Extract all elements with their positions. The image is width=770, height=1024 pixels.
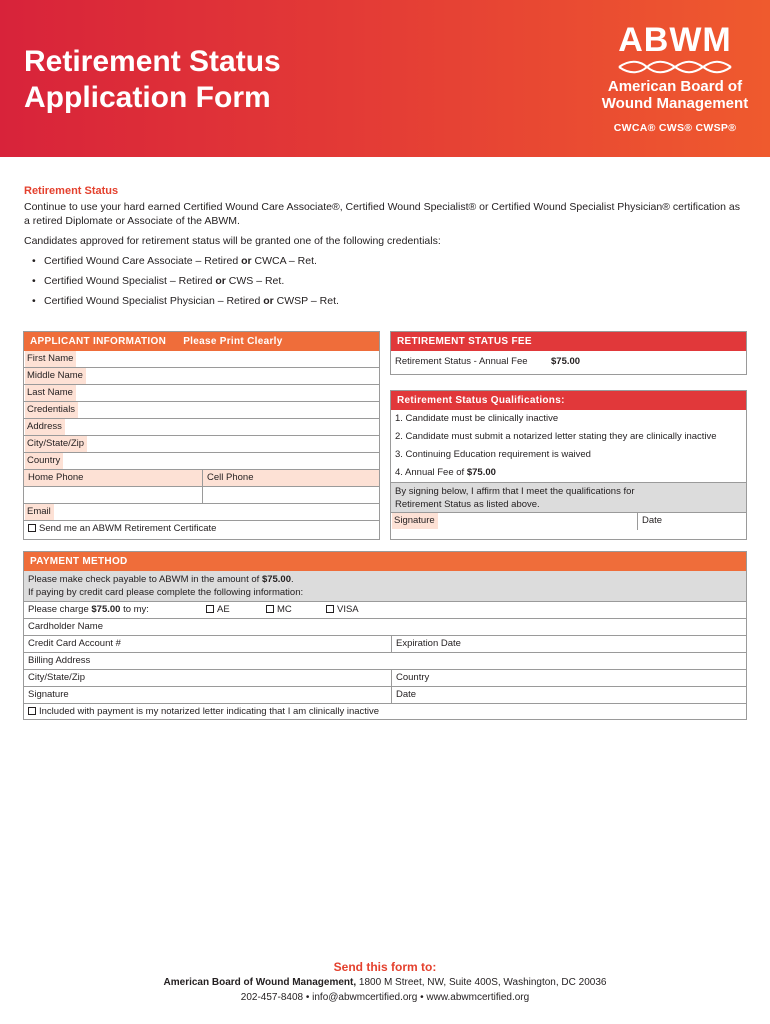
applicant-header-note: Please Print Clearly xyxy=(183,336,283,347)
affirmation-line-2: Retirement Status as listed above. xyxy=(395,498,540,510)
page-footer xyxy=(0,960,770,1005)
bullet-text: Certified Wound Specialist – Retired xyxy=(44,275,216,287)
cardholder-name-label: Cardholder Name xyxy=(28,621,103,632)
card-option-visa[interactable] xyxy=(326,602,359,618)
abwm-logo xyxy=(600,20,750,140)
signature-label: Signature xyxy=(392,513,438,529)
cell-phone-label: Cell Phone xyxy=(202,470,253,486)
charge-text-end: to my: xyxy=(120,604,149,615)
billing-country-label: Country xyxy=(396,672,430,683)
billing-address-label: Billing Address xyxy=(28,655,91,666)
credentials-label: Credentials xyxy=(25,402,78,418)
home-phone-label: Home Phone xyxy=(28,472,84,483)
visa-checkbox[interactable] xyxy=(326,605,334,613)
card-option-mc[interactable] xyxy=(266,602,292,618)
notarized-letter-option xyxy=(24,704,746,721)
credit-card-note: If paying by credit card please complete the following information: xyxy=(28,586,304,598)
qualifications-header: Retirement Status Qualifications: xyxy=(391,391,746,410)
applicant-information-box xyxy=(23,331,380,540)
retirement-fee-box xyxy=(390,331,747,375)
qualification-item-4 xyxy=(391,464,746,482)
country-field[interactable] xyxy=(24,453,379,470)
phone-inputs-row xyxy=(24,487,379,504)
check-instruction xyxy=(28,574,742,587)
check-period: . xyxy=(291,574,294,585)
fee-amount: $75.00 xyxy=(551,356,581,367)
card-option-ae[interactable] xyxy=(206,602,230,618)
bullet-text: CWSP – Ret. xyxy=(273,295,339,307)
first-name-field[interactable] xyxy=(24,351,379,368)
list-item xyxy=(32,294,746,308)
charge-text: Please charge xyxy=(28,604,92,615)
fee-row xyxy=(391,351,746,375)
qualifications-box xyxy=(390,390,747,540)
affirmation-text xyxy=(391,482,746,513)
middle-name-field[interactable] xyxy=(24,368,379,385)
fee-label: Retirement Status - Annual Fee xyxy=(395,356,528,367)
list-item xyxy=(32,254,746,268)
logo-org-name xyxy=(600,78,750,112)
date-label: Date xyxy=(642,515,663,526)
cardholder-name-field[interactable] xyxy=(24,619,746,636)
home-phone-input[interactable] xyxy=(28,487,198,503)
qualification-item-1: 1. Candidate must be clinically inactive xyxy=(395,413,559,424)
credentials-list xyxy=(32,254,746,308)
payment-date-label: Date xyxy=(396,689,417,700)
footer-address: 1800 M Street, NW, Suite 400S, Washington, DC 20036 xyxy=(356,977,607,988)
city-state-zip-field[interactable] xyxy=(24,436,379,453)
certificate-option-label: Send me an ABWM Retirement Certificate xyxy=(39,523,217,534)
payment-header: PAYMENT METHOD xyxy=(24,552,746,571)
title-line-2: Application Form xyxy=(24,81,271,114)
intro-candidates: Candidates approved for retirement status will be granted one of the following credentials: xyxy=(24,235,441,247)
middle-name-label: Middle Name xyxy=(25,368,86,384)
billing-city-row xyxy=(24,670,746,687)
country-label: Country xyxy=(25,453,63,469)
credentials-field[interactable] xyxy=(24,402,379,419)
expiration-date-field[interactable] xyxy=(391,636,747,652)
affirmation-line-1: By signing below, I affirm that I meet the qualifications for xyxy=(395,486,635,497)
payment-signature-row xyxy=(24,687,746,704)
last-name-field[interactable] xyxy=(24,385,379,402)
applicant-header xyxy=(24,332,379,351)
bullet-text: CWS – Ret. xyxy=(225,275,285,287)
city-state-zip-label: City/State/Zip xyxy=(25,436,87,452)
page-title xyxy=(24,44,281,116)
payment-method-box xyxy=(23,551,747,720)
title-line-1: Retirement Status xyxy=(24,45,281,78)
cell-phone-input[interactable] xyxy=(202,487,380,503)
email-label: Email xyxy=(25,504,54,520)
qualification-item-3: 3. Continuing Education requirement is waived xyxy=(395,449,591,460)
qualifications-signature-row xyxy=(391,513,746,530)
certificate-checkbox[interactable] xyxy=(28,524,36,532)
page-header xyxy=(0,0,770,157)
first-name-label: First Name xyxy=(25,351,76,367)
mc-checkbox[interactable] xyxy=(266,605,274,613)
payment-instructions xyxy=(24,571,746,602)
bullet-or: or xyxy=(215,275,226,287)
check-text: Please make check payable to ABWM in the amount of xyxy=(28,574,262,585)
intro-heading: Retirement Status xyxy=(24,185,119,197)
ae-label: AE xyxy=(217,604,230,615)
intro-paragraph: Continue to use your hard earned Certified Wound Care Associate®, Certified Wound Specialist® or Certified Wound Specialist Physician® certification as a retired Diplomate or Associate of the ABWM. xyxy=(24,201,740,227)
billing-city-state-zip-label[interactable]: City/State/Zip xyxy=(28,672,86,683)
bullet-text: CWCA – Ret. xyxy=(251,255,317,267)
qualification-item-2: 2. Candidate must submit a notarized letter stating they are clinically inactive xyxy=(395,431,717,442)
intro-section xyxy=(24,184,746,314)
address-label: Address xyxy=(25,419,65,435)
footer-org: American Board of Wound Management, xyxy=(163,977,357,988)
logo-name-line-1: American Board of xyxy=(607,78,743,95)
qualification-item-4-amount: $75.00 xyxy=(466,467,496,478)
bullet-text: Certified Wound Care Associate – Retired xyxy=(44,255,242,267)
check-amount: $75.00 xyxy=(261,574,291,585)
notarized-letter-label: Included with payment is my notarized letter indicating that I am clinically inactive xyxy=(39,706,380,717)
bullet-or: or xyxy=(241,255,252,267)
expiration-date-label: Expiration Date xyxy=(396,638,461,649)
address-field[interactable] xyxy=(24,419,379,436)
ae-checkbox[interactable] xyxy=(206,605,214,613)
payment-date-field[interactable] xyxy=(391,687,747,703)
bullet-text: Certified Wound Specialist Physician – Retired xyxy=(44,295,264,307)
logo-wave-icon xyxy=(617,60,733,74)
card-account-row xyxy=(24,636,746,653)
phone-labels-row xyxy=(24,470,379,487)
list-item xyxy=(32,274,746,288)
bullet-or: or xyxy=(263,295,274,307)
billing-address-field[interactable] xyxy=(24,653,746,670)
footer-contact: 202-457-8408 • info@abwmcertified.org • www.abwmcertified.org xyxy=(240,992,530,1003)
payment-signature-label[interactable]: Signature xyxy=(28,689,69,700)
card-account-label[interactable]: Credit Card Account # xyxy=(28,638,121,649)
charge-row xyxy=(24,602,746,619)
signature-input[interactable] xyxy=(439,513,635,529)
qualification-item-4-text: 4. Annual Fee of xyxy=(395,467,467,478)
footer-address-line xyxy=(0,975,770,990)
email-field[interactable] xyxy=(24,504,379,521)
logo-abbreviation: ABWM xyxy=(618,21,732,59)
applicant-header-title: APPLICANT INFORMATION xyxy=(30,336,167,347)
date-field[interactable] xyxy=(637,513,747,530)
charge-amount: $75.00 xyxy=(91,604,121,615)
mc-label: MC xyxy=(277,604,292,615)
footer-title: Send this form to: xyxy=(333,960,437,974)
logo-credentials: CWCA® CWS® CWSP® xyxy=(613,122,737,134)
logo-name-line-2: Wound Management xyxy=(601,95,749,112)
fee-header: RETIREMENT STATUS FEE xyxy=(391,332,746,351)
visa-label: VISA xyxy=(337,604,359,615)
last-name-label: Last Name xyxy=(25,385,76,401)
certificate-option xyxy=(24,521,379,538)
notarized-letter-checkbox[interactable] xyxy=(28,707,36,715)
billing-country-field[interactable] xyxy=(391,670,747,686)
